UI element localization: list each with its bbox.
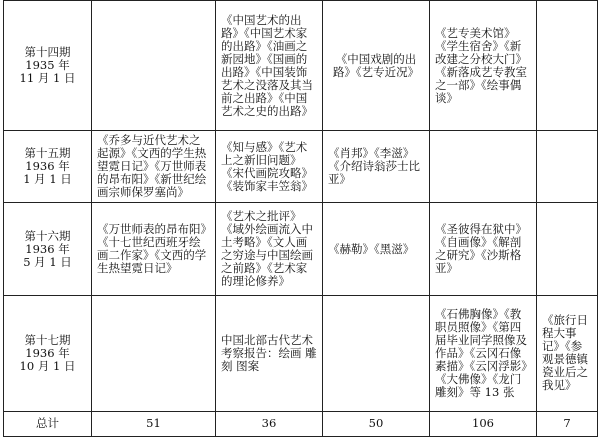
issue-number: 第十七期: [24, 332, 71, 347]
total-other: 7: [537, 411, 598, 436]
issue-year: 1936 年: [25, 345, 70, 360]
other-cell: 《旅行日程大事记》《参观景德镇瓷业后之我见》: [537, 295, 598, 411]
other-cell: [537, 131, 598, 203]
issue-date: 11 月 1 日: [19, 71, 76, 86]
total-label: 总计: [4, 411, 92, 436]
music-drama-cell: [323, 295, 430, 411]
total-illustrations: 106: [430, 411, 537, 436]
issue-number: 第十六期: [24, 228, 71, 243]
illustrations-cell: 《圣彼得在狱中》《自画像》《解剖之研究》《沙斯格亚》: [430, 203, 537, 295]
issue-year: 1936 年: [25, 241, 70, 256]
theory-cell: 中国北部古代艺术考察报告：绘画 雕刻 图案: [216, 295, 323, 411]
music-drama-cell: 《中国戏剧的出路》《艺专近况》: [323, 1, 430, 131]
western-art-cell: 《万世师表的昂布阳》《十七世纪西班牙绘画二作家》《文西的学生热望霓日记》: [92, 203, 216, 295]
issue-cell: [4, 131, 92, 203]
issue-number: 第十四期: [24, 45, 71, 60]
issue-year: 1936 年: [25, 159, 70, 174]
western-art-cell: [92, 295, 216, 411]
total-row: [4, 411, 598, 436]
theory-cell: 《中国艺术的出路》《中国艺术家的出路》《油画之新园地》《国画的出路》《中国装饰艺术之没落及其当前之出路》《中国艺术之史的出路》: [216, 1, 323, 131]
issue-date: 10 月 1 日: [19, 358, 76, 373]
issue-date: 1 月 1 日: [23, 172, 72, 187]
table-row: [4, 1, 598, 131]
music-drama-cell: 《赫勒》《黑滋》: [323, 203, 430, 295]
table-row: [4, 131, 598, 203]
catalog-table: [3, 0, 598, 437]
illustrations-cell: 《石佛胸像》《教职员照像》《第四届毕业同学照像及作品》《云冈石像素描》《云冈浮影》《大佛像》《龙门雕刻》等 13 张: [430, 295, 537, 411]
total-music-drama: 50: [323, 411, 430, 436]
table-row: [4, 203, 598, 295]
theory-cell: 《知与感》《艺术上之新旧问题》《宋代画院攻略》《装饰家丰笠翁》: [216, 131, 323, 203]
theory-cell: 《艺术之批评》《域外绘画流入中土考略》《文人画之穷途与中国绘画之前路》《艺术家的理论修养》: [216, 203, 323, 295]
total-theory: 36: [216, 411, 323, 436]
issue-cell: [4, 295, 92, 411]
issue-date: 5 月 1 日: [23, 254, 72, 269]
other-cell: [537, 1, 598, 131]
table-row: [4, 295, 598, 411]
illustrations-cell: 《艺专美术馆》《学生宿舍》《新改建之分校大门》《新落成艺专教室之一部》《绘事偶谈》: [430, 1, 537, 131]
other-cell: [537, 203, 598, 295]
issue-cell: [4, 1, 92, 131]
music-drama-cell: 《肖邦》《李滋》《介绍诗翁莎士比亚》: [323, 131, 430, 203]
total-western-art: 51: [92, 411, 216, 436]
western-art-cell: 《乔多与近代艺术之起源》《文西的学生热望霓日记》《万世师表的昂布阳》《新世纪绘画宗师保罗塞尚》: [92, 131, 216, 203]
issue-cell: [4, 203, 92, 295]
western-art-cell: [92, 1, 216, 131]
issue-number: 第十五期: [24, 146, 71, 161]
issue-year: 1935 年: [25, 58, 70, 73]
illustrations-cell: [430, 131, 537, 203]
